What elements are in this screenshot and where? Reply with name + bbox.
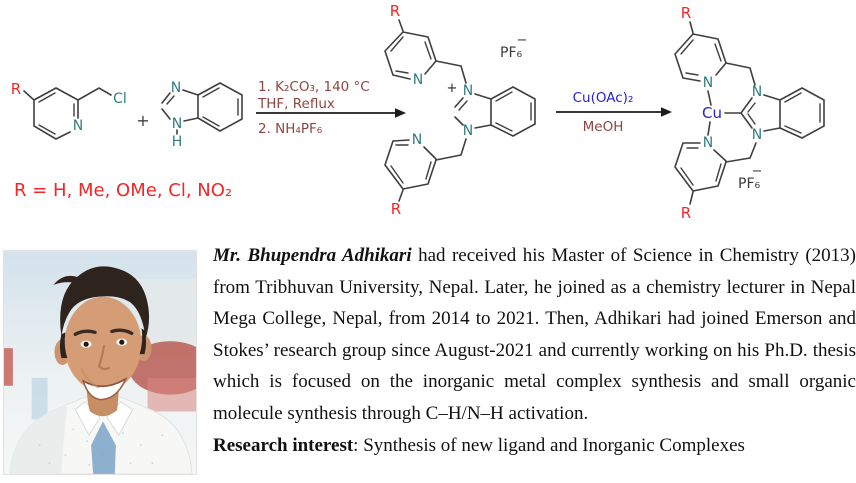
portrait-photo — [3, 250, 197, 475]
person-eye-left — [84, 342, 89, 347]
reaction-arrow-2 — [556, 90, 672, 135]
research-interest-label: Research interest — [213, 434, 354, 456]
intermediate-pf6-label: PF₆ — [500, 45, 523, 61]
product-pf6-minus: − — [751, 164, 763, 179]
nhc-n3-atom: N — [751, 127, 763, 143]
intermediate-pyridine-n-top: N — [412, 72, 424, 88]
intermediate-r-top: R — [389, 2, 401, 20]
product-pyridine-n-bottom: N — [702, 135, 714, 151]
intermediate-r-bottom: R — [390, 200, 402, 218]
biography-block — [213, 240, 856, 461]
research-interest-line — [213, 430, 856, 462]
imidazolium-n3-atom: N — [462, 123, 474, 139]
nhc-n1-atom: N — [751, 84, 763, 100]
intermediate-benzimidazolium-structure — [385, 2, 535, 218]
product-pf6-label: PF₆ — [738, 176, 761, 192]
intermediate-pyridine-n-bottom: N — [411, 132, 423, 148]
benzimidazole-n1-atom: N — [170, 80, 182, 96]
imidazolium-n1-atom: N — [462, 83, 474, 99]
condition-catalyst: Cu(OAc)₂ — [572, 90, 634, 106]
photo-background-red-left — [4, 348, 13, 386]
condition-step1b: THF, Reflux — [258, 96, 335, 112]
reactant-benzimidazole-structure — [162, 80, 242, 150]
research-interest-text: : Synthesis of new ligand and Inorganic Complexes — [353, 434, 745, 456]
reaction-arrow-1 — [256, 79, 406, 137]
condition-step2: 2. NH₄PF₆ — [258, 121, 323, 137]
r-substituent-label: R — [10, 80, 22, 98]
product-r-bottom: R — [680, 204, 692, 222]
cl-atom: Cl — [113, 91, 127, 107]
plus-sign: + — [136, 111, 150, 130]
biography-text: had received his Master of Science in Chemistry (2013) from Tribhuvan University, Nepal. Later, he joined as a chemistry lecturer in Nepal Mega College, Nepal, from 2014 to 2021. Then, Adhikari had joined Emerson and Stokes’ research group since August-2021 and currently working on his Ph.D. thesis which is focused on the inorganic metal complex synthesis and small organic molecule synthesis through C–H/N–H activation. — [213, 245, 856, 424]
condition-solvent: MeOH — [582, 119, 624, 135]
product-cu-complex-structure — [675, 4, 824, 222]
biography-paragraph — [213, 240, 856, 430]
photo-background-blue-left — [32, 378, 48, 420]
reactant-chloromethylpyridine-structure — [11, 80, 127, 139]
imidazolium-plus-charge: + — [446, 81, 458, 96]
cu-center-atom: Cu — [702, 104, 722, 122]
researcher-name: Mr. Bhupendra Adhikari — [213, 245, 412, 266]
condition-step1: 1. K₂CO₃, 140 °C — [258, 79, 370, 95]
benzimidazole-nh-hydrogen: H — [171, 134, 183, 150]
intermediate-pf6-minus: − — [516, 33, 528, 48]
person-face — [64, 297, 141, 392]
reaction-scheme — [0, 0, 856, 240]
product-r-top: R — [680, 4, 692, 22]
pyridine-n-atom: N — [72, 118, 84, 134]
r-substituents-legend: R = H, Me, OMe, Cl, NO₂ — [14, 180, 233, 201]
person-eye-right — [119, 340, 124, 345]
product-pyridine-n-top: N — [702, 75, 714, 91]
benzimidazole-n3-atom: N — [171, 116, 183, 132]
photo-background-red-wall — [148, 378, 196, 412]
